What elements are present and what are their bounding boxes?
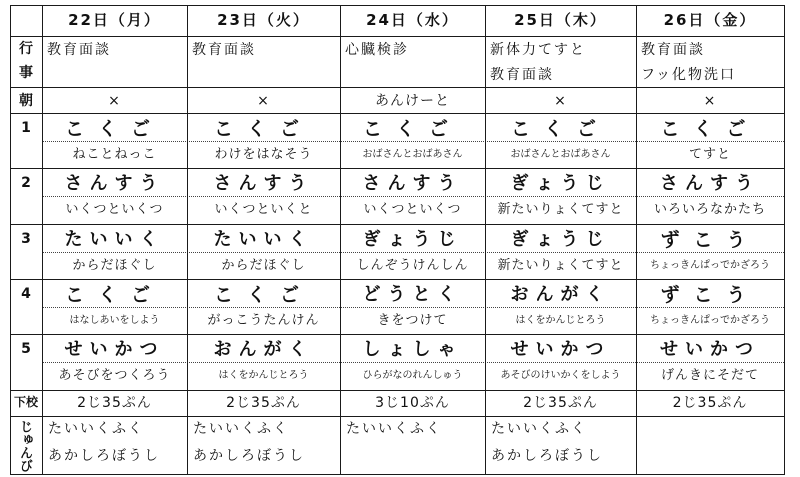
period-number: 1	[21, 120, 31, 136]
morning-item: ×	[703, 93, 717, 109]
events-label: 行	[19, 41, 33, 57]
morning-label: 朝	[19, 93, 33, 109]
lesson-activity: いくつといくと	[214, 202, 313, 217]
lesson-activity: しんぞうけんしん	[356, 258, 469, 273]
lesson-activity: いろいろなかたち	[653, 202, 766, 217]
grid-rule-h	[10, 279, 785, 280]
event-text: 教育面談	[192, 42, 256, 58]
grid-rule-h	[10, 390, 785, 391]
lesson-activity: はなしあいをしよう	[69, 315, 160, 326]
subject-name: しょしゃ	[362, 339, 463, 360]
lesson-activity: がっこうたんけん	[207, 313, 320, 328]
subject-name: こくご	[213, 284, 313, 306]
grid-rule-v	[784, 5, 785, 475]
day-header: 24日（水）	[366, 11, 459, 29]
grid-rule-h	[10, 113, 785, 114]
subject-name: たいいく	[64, 229, 165, 250]
grid-rule-h	[10, 36, 785, 37]
grid-rule-h	[10, 87, 785, 88]
dismissal-time: 2じ35ぷん	[226, 395, 301, 411]
preparation-label: じゅんび	[17, 420, 32, 472]
lesson-activity: からだほぐし	[221, 258, 306, 273]
dismissal-time: 2じ35ぷん	[77, 395, 152, 411]
subject-name: こくご	[510, 118, 610, 140]
event-text: フッ化物洗口	[641, 67, 737, 83]
subject-name: さんすう	[213, 173, 314, 194]
preparation-item: たいいくふく	[48, 421, 144, 437]
subject-name: せいかつ	[660, 339, 760, 360]
subject-name: どうとく	[362, 284, 463, 305]
lesson-activity: わけをはなそう	[214, 147, 313, 162]
preparation-item: たいいくふく	[491, 421, 587, 437]
dismissal-label: 下校	[13, 395, 38, 409]
day-header: 25日（木）	[514, 11, 607, 29]
grid-rule-dotted	[42, 196, 784, 197]
grid-rule-dotted	[42, 252, 784, 253]
subject-name: こくご	[660, 118, 760, 140]
grid-rule-h	[10, 224, 785, 225]
lesson-activity: いくつといくつ	[363, 202, 462, 217]
subject-name: せいかつ	[64, 339, 165, 360]
preparation-item: たいいくふく	[193, 421, 289, 437]
subject-name: こくご	[362, 118, 462, 140]
subject-name: こくご	[64, 284, 164, 306]
subject-name: こくご	[64, 118, 164, 140]
event-text: 心臓検診	[345, 42, 409, 58]
subject-name: さんすう	[660, 173, 760, 194]
grid-rule-dotted	[42, 307, 784, 308]
lesson-activity: ちょっきんぱっでかざろう	[650, 260, 770, 271]
subject-name: さんすう	[362, 173, 463, 194]
grid-rule-h	[10, 334, 785, 335]
event-text: 教育面談	[641, 42, 705, 58]
lesson-activity: はくをかんじとろう	[218, 370, 309, 381]
lesson-activity: げんきにそだて	[660, 368, 759, 383]
subject-name: ずこう	[660, 229, 760, 251]
lesson-activity: ねことねっこ	[72, 147, 157, 162]
period-number: 2	[21, 175, 31, 191]
preparation-item: たいいくふく	[346, 421, 442, 437]
grid-rule-h	[10, 5, 785, 6]
lesson-activity: ちょっきんぱっでかざろう	[650, 315, 770, 326]
subject-name: ぎょうじ	[362, 229, 463, 250]
lesson-activity: はくをかんじとろう	[515, 315, 606, 326]
event-text: 教育面談	[490, 67, 554, 83]
lesson-activity: 新たいりょくてすと	[497, 258, 624, 273]
subject-name: こくご	[213, 118, 313, 140]
subject-name: たいいく	[213, 229, 314, 250]
morning-item: ×	[257, 93, 270, 109]
preparation-item: あかしろぼうし	[491, 448, 603, 464]
preparation-item: あかしろぼうし	[48, 448, 160, 464]
grid-rule-h	[10, 168, 785, 169]
day-header: 26日（金）	[663, 11, 757, 29]
morning-item: ×	[108, 93, 121, 109]
subject-name: ぎょうじ	[510, 173, 611, 194]
events-label: 事	[19, 65, 33, 81]
preparation-item: あかしろぼうし	[193, 448, 305, 464]
lesson-activity: あそびのけいかくをしよう	[500, 370, 621, 381]
subject-name: ぎょうじ	[510, 229, 611, 250]
day-header: 23日（火）	[217, 11, 310, 29]
subject-name: おんがく	[213, 339, 314, 360]
event-text: 教育面談	[47, 42, 111, 58]
grid-rule-h	[10, 416, 785, 417]
dismissal-time: 2じ35ぷん	[523, 395, 598, 411]
grid-rule-h	[10, 474, 785, 475]
grid-rule-dotted	[42, 362, 784, 363]
event-text: 新体力てすと	[490, 42, 586, 58]
lesson-activity: ひらがなのれんしゅう	[362, 370, 463, 381]
lesson-activity: 新たいりょくてすと	[497, 202, 624, 217]
dismissal-time: 2じ35ぷん	[672, 395, 748, 411]
lesson-activity: てすと	[688, 147, 731, 162]
morning-item: あんけーと	[375, 93, 450, 109]
lesson-activity: からだほぐし	[72, 258, 157, 273]
period-number: 5	[21, 341, 31, 357]
grid-rule-dotted	[42, 141, 784, 142]
dismissal-time: 3じ10ぷん	[375, 395, 450, 411]
subject-name: さんすう	[64, 173, 165, 194]
lesson-activity: きをつけて	[377, 313, 448, 328]
lesson-activity: おばさんとおばあさん	[510, 149, 611, 160]
lesson-activity: いくつといくつ	[65, 202, 164, 217]
lesson-activity: おばさんとおばあさん	[362, 149, 463, 160]
subject-name: せいかつ	[510, 339, 611, 360]
day-header: 22日（月）	[68, 11, 161, 29]
period-number: 3	[21, 231, 31, 247]
morning-item: ×	[554, 93, 567, 109]
period-number: 4	[21, 286, 31, 302]
subject-name: ずこう	[660, 284, 760, 306]
subject-name: おんがく	[510, 284, 611, 305]
lesson-activity: あそびをつくろう	[58, 368, 171, 383]
